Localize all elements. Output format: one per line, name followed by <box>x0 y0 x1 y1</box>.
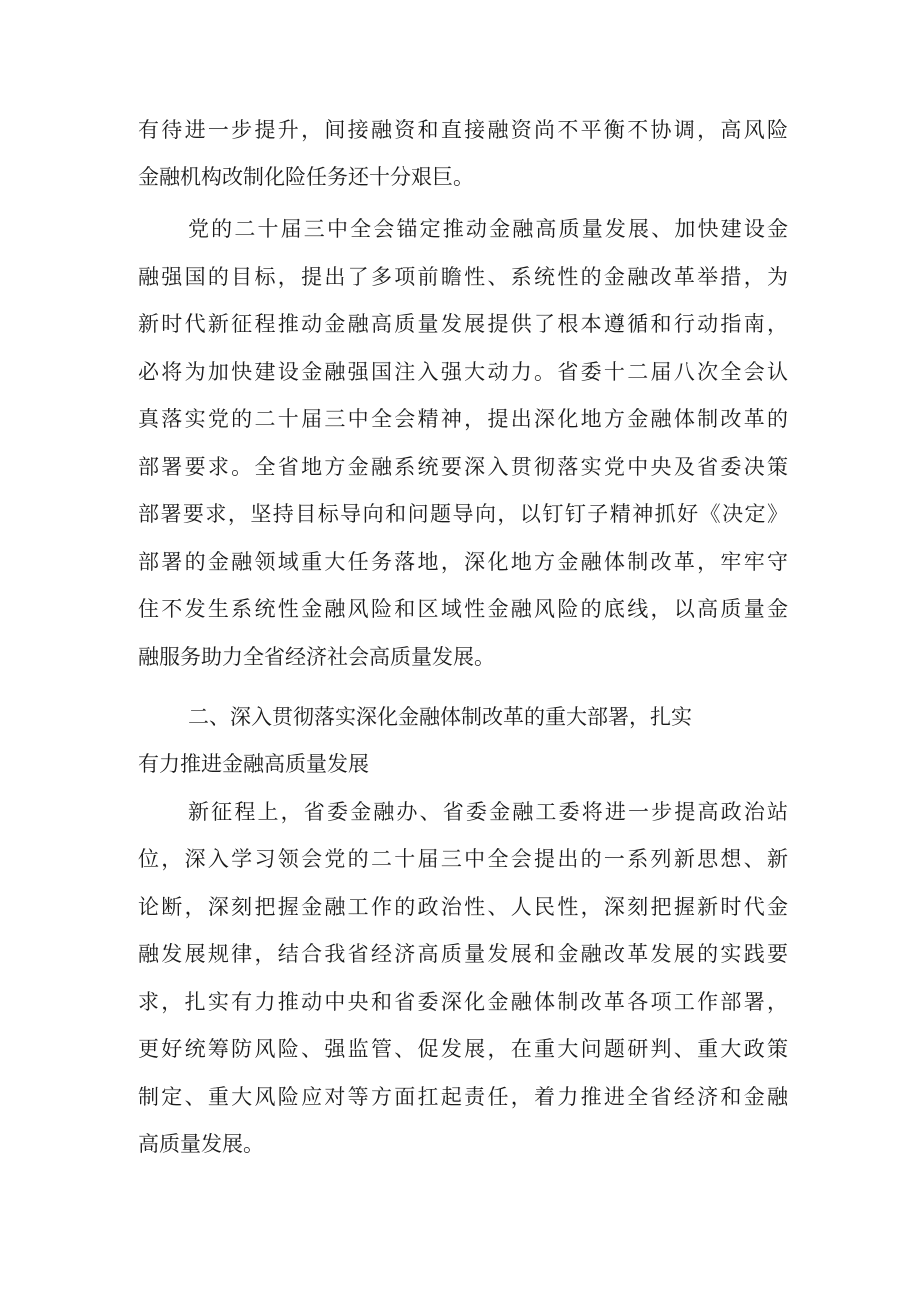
heading-line: 有力推进金融高质量发展 <box>138 752 369 776</box>
paragraph-line: 融强国的目标，提出了多项前瞻性、系统性的金融改革举措，为 <box>138 265 788 289</box>
paragraph-line: 位，深入学习领会党的二十届三中全会提出的一系列新思想、新 <box>138 847 788 871</box>
paragraph-line: 部署要求，坚持目标导向和问题导向，以钉钉子精神抓好《决定》 <box>138 502 788 526</box>
paragraph-line: 融服务助力全省经济社会高质量发展。 <box>138 645 495 669</box>
heading-line: 二、深入贯彻落实深化金融体制改革的重大部署，扎实 <box>188 705 692 729</box>
paragraph-line: 党的二十届三中全会锚定推动金融高质量发展、加快建设金 <box>188 217 788 241</box>
paragraph-line: 有待进一步提升，间接融资和直接融资尚不平衡不协调，高风险 <box>138 118 788 142</box>
paragraph-line: 部署的金融领域重大任务落地，深化地方金融体制改革，牢牢守 <box>138 550 788 574</box>
paragraph-line: 住不发生系统性金融风险和区域性金融风险的底线，以高质量金 <box>138 597 788 621</box>
paragraph-line: 求，扎实有力推动中央和省委深化金融体制改革各项工作部署， <box>138 990 788 1014</box>
paragraph-line: 新征程上，省委金融办、省委金融工委将进一步提高政治站 <box>188 800 788 824</box>
paragraph-line: 更好统筹防风险、强监管、促发展，在重大问题研判、重大政策 <box>138 1037 788 1061</box>
paragraph-line: 新时代新征程推动金融高质量发展提供了根本遵循和行动指南， <box>138 312 788 336</box>
paragraph-line: 部署要求。全省地方金融系统要深入贯彻落实党中央及省委决策 <box>138 455 788 479</box>
paragraph-line: 必将为加快建设金融强国注入强大动力。省委十二届八次全会认 <box>138 360 788 384</box>
paragraph-line: 融发展规律，结合我省经济高质量发展和金融改革发展的实践要 <box>138 942 788 966</box>
paragraph-line: 金融机构改制化险任务还十分艰巨。 <box>138 165 474 189</box>
paragraph-line: 论断，深刻把握金融工作的政治性、人民性，深刻把握新时代金 <box>138 895 788 919</box>
paragraph-line: 制定、重大风险应对等方面扛起责任，着力推进全省经济和金融 <box>138 1085 788 1109</box>
paragraph-line: 高质量发展。 <box>138 1132 264 1156</box>
paragraph-line: 真落实党的二十届三中全会精神，提出深化地方金融体制改革的 <box>138 407 788 431</box>
